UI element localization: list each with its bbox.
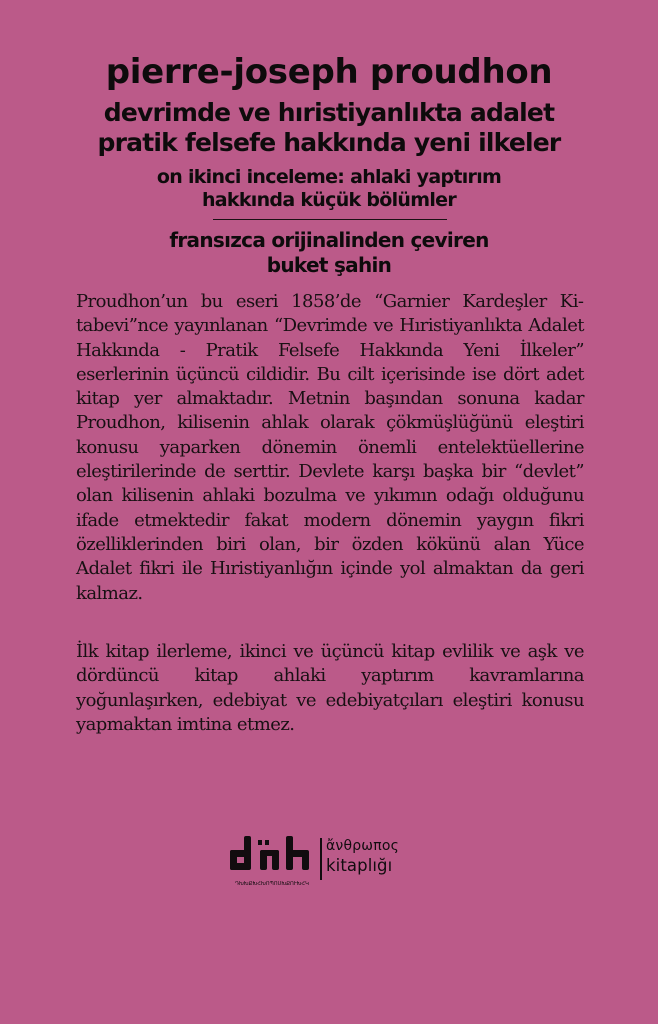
subtitle-line2: hakkında küçük bölümler: [201, 189, 457, 211]
blurb-paragraph-2: İlk kitap ilerleme, ikinci ve üçüncü kitap evlilik ve aşk ve dördüncü kitap ahlaki yaptırım kavramlarına yoğunlaşırken, edebiyat ve edebiyatçıları eleştiri konusu yapmaktan imtina etmez.: [76, 641, 584, 735]
translator-name: buket şahin: [266, 253, 392, 277]
publisher-name: kitaplığı: [326, 856, 393, 875]
publisher-logo: [228, 830, 428, 892]
publisher-greek-name: ἄνθρωπος: [326, 838, 400, 854]
author-name: pierre-joseph proudhon: [105, 52, 553, 92]
publisher-tagline: ԴԽԽՔԽՀԽՈՊՈՍԽՔՈՒԽՀԿ: [235, 881, 309, 887]
book-title-line1: devrimde ve hıristiyanlıkta adalet: [103, 98, 555, 127]
blurb-paragraph-1: Proudhon’un bu eseri 1858’de “Garnier Kardeşler Kitabevi”nce yayınlanan “Devrimde ve Hıristiyanlıkta Adalet Hakkında - Pratik Felsefe Hakkında Yeni İlkeler” eserlerinin üçüncü cildidir. Bu cilt içerisinde ise dört adet kitap yer almaktadır. Metnin başından sonuna kadar Proudhon, kilisenin ahlak olarak çökmüşlüğünü eleştiri konusu yaparken dönemin önemli entelektüellerine eleştirilerinde de serttir. Devlete karşı başka bir “devlet” olan kilisenin ahlaki bozulma ve yıkımın odağı olduğunu ifade etmektedir fakat modern dönemin yaygın fikri özelliklerinden biri olan, bir özden kökünü alan Yüce Adalet fikri ile Hıristiyanlığın içinde yol almaktan da geri kalmaz.: [76, 291, 584, 604]
title-divider: [213, 219, 447, 220]
book-title-line2: pratik felsefe hakkında yeni ilkeler: [97, 128, 561, 157]
translator-credit: fransızca orijinalinden çeviren: [169, 228, 489, 252]
publisher-mark-icon: [228, 830, 318, 892]
logo-separator: [320, 838, 322, 880]
subtitle-line1: on ikinci inceleme: ahlaki yaptırım: [156, 166, 502, 188]
